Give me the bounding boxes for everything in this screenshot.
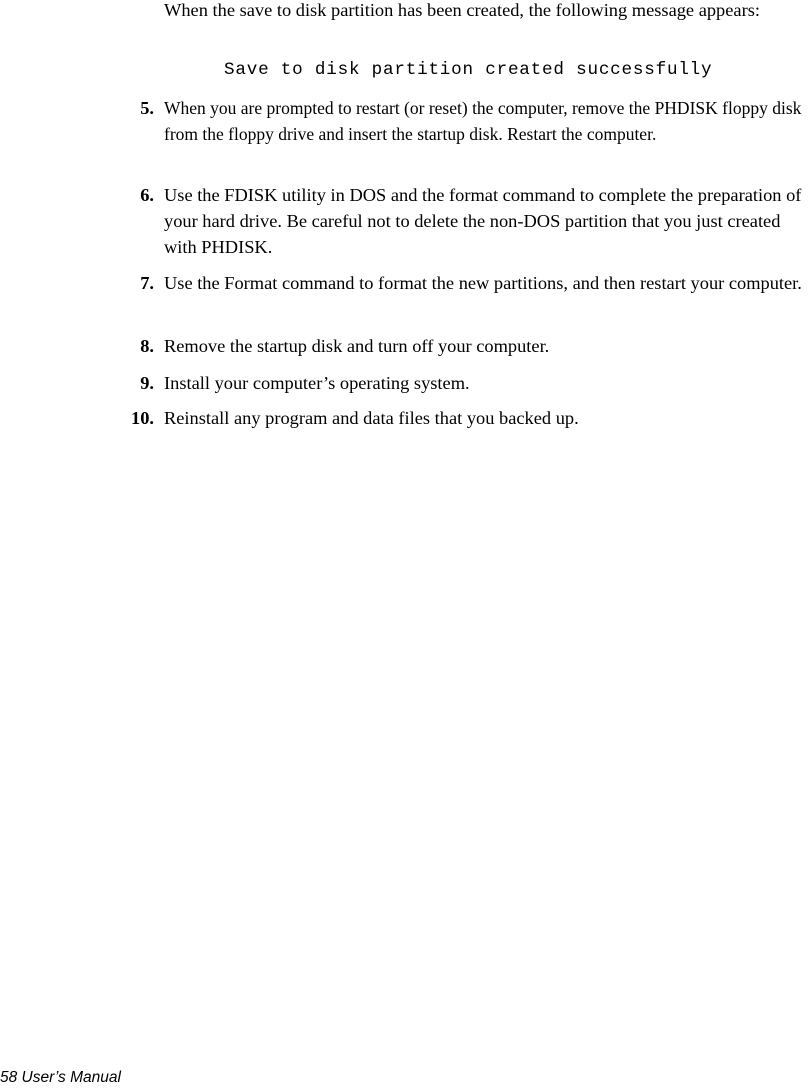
step-number: 6. — [140, 185, 154, 205]
step-text: Remove the startup disk and turn off your computer. — [164, 336, 550, 356]
step-number: 9. — [140, 373, 154, 393]
step-text: When you are prompted to restart (or reset) the computer, remove the PHDISK floppy disk from the floppy drive and insert the startup disk. Restart the computer. — [164, 98, 802, 144]
step-text: Use the FDISK utility in DOS and the format command to complete the preparation of your hard drive. Be careful not to delete the non-DOS partition that you just created with PHDISK. — [164, 185, 802, 257]
intro-paragraph: When the save to disk partition has been created, the following message appears: — [164, 0, 760, 20]
step-text: Reinstall any program and data files that you backed up. — [164, 408, 579, 428]
success-message-code: Save to disk partition created successfully — [224, 60, 713, 80]
page-footer-label: 58 User’s Manual — [0, 1069, 121, 1086]
step-text: Use the Format command to format the new partitions, and then restart your computer. — [164, 273, 802, 293]
step-number: 10. — [131, 408, 154, 428]
step-number: 5. — [140, 98, 154, 118]
step-number: 7. — [140, 273, 154, 293]
step-number: 8. — [140, 336, 154, 356]
step-text: Install your computer’s operating system. — [164, 373, 470, 393]
